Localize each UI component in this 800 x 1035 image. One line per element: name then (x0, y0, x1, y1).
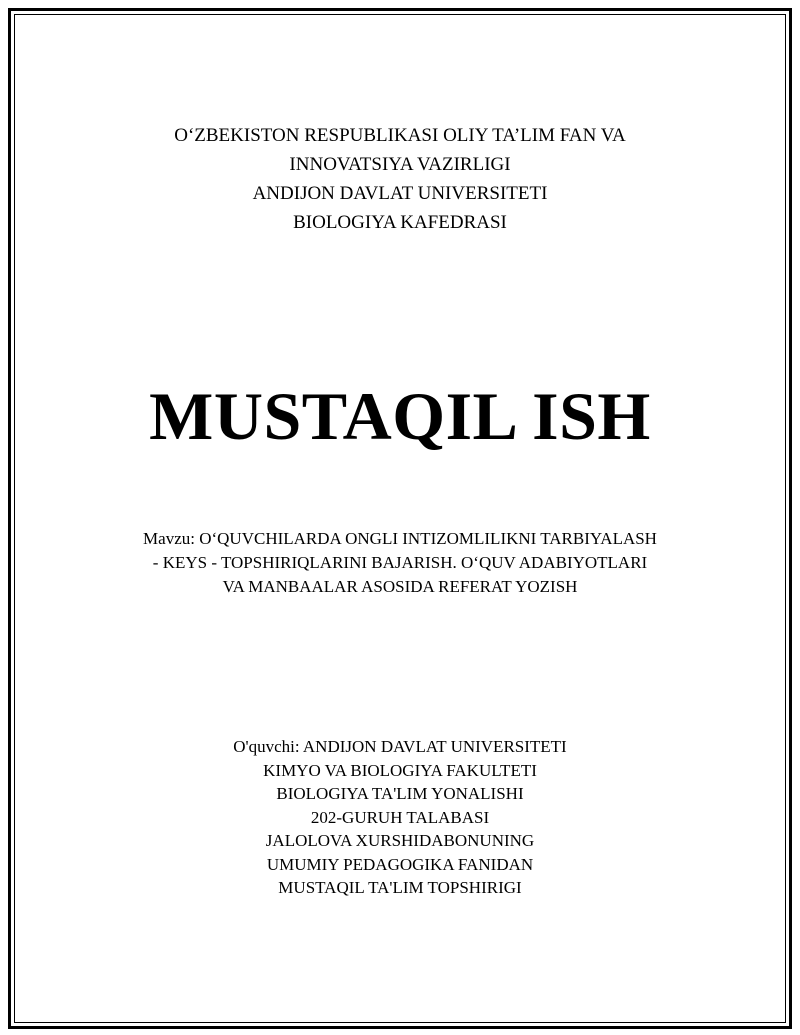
author-block (0, 735, 800, 900)
author-line-1: O'quvchi: ANDIJON DAVLAT UNIVERSITETI (233, 737, 567, 756)
institution-line-ministry-2: INNOVATSIYA VAZIRLIGI (289, 154, 511, 175)
author-line-2: KIMYO VA BIOLOGIYA FAKULTETI (263, 760, 537, 780)
topic-block (0, 527, 800, 599)
topic-line-3: VA MANBAALAR ASOSIDA REFERAT YOZISH (222, 577, 578, 596)
author-line-5: JALOLOVA XURSHIDABONUNING (265, 831, 535, 850)
topic-line-2: - KEYS - TOPSHIRIQLARINI BAJARISH. O‘QUV ADABIYOTLARI (152, 553, 648, 572)
topic-line-1: Mavzu: O‘QUVCHILARDA ONGLI INTIZOMLILIKNI TARBIYALASH (143, 529, 657, 548)
institution-line-university: ANDIJON DAVLAT UNIVERSITETI (252, 183, 548, 204)
institution-header (0, 121, 800, 237)
institution-line-department: BIOLOGIYA KAFEDRASI (293, 212, 507, 233)
author-line-6: UMUMIY PEDAGOGIKA FANIDAN (266, 854, 534, 874)
author-line-7: MUSTAQIL TA'LIM TOPSHIRIGI (278, 878, 522, 897)
author-line-4: 202-GURUH TALABASI (310, 807, 490, 827)
institution-line-ministry-1: O‘ZBEKISTON RESPUBLIKASI OLIY TA’LIM FAN VA (174, 125, 626, 146)
author-line-3: BIOLOGIYA TA'LIM YONALISHI (276, 784, 524, 803)
document-title: MUSTAQIL ISH (149, 378, 651, 454)
